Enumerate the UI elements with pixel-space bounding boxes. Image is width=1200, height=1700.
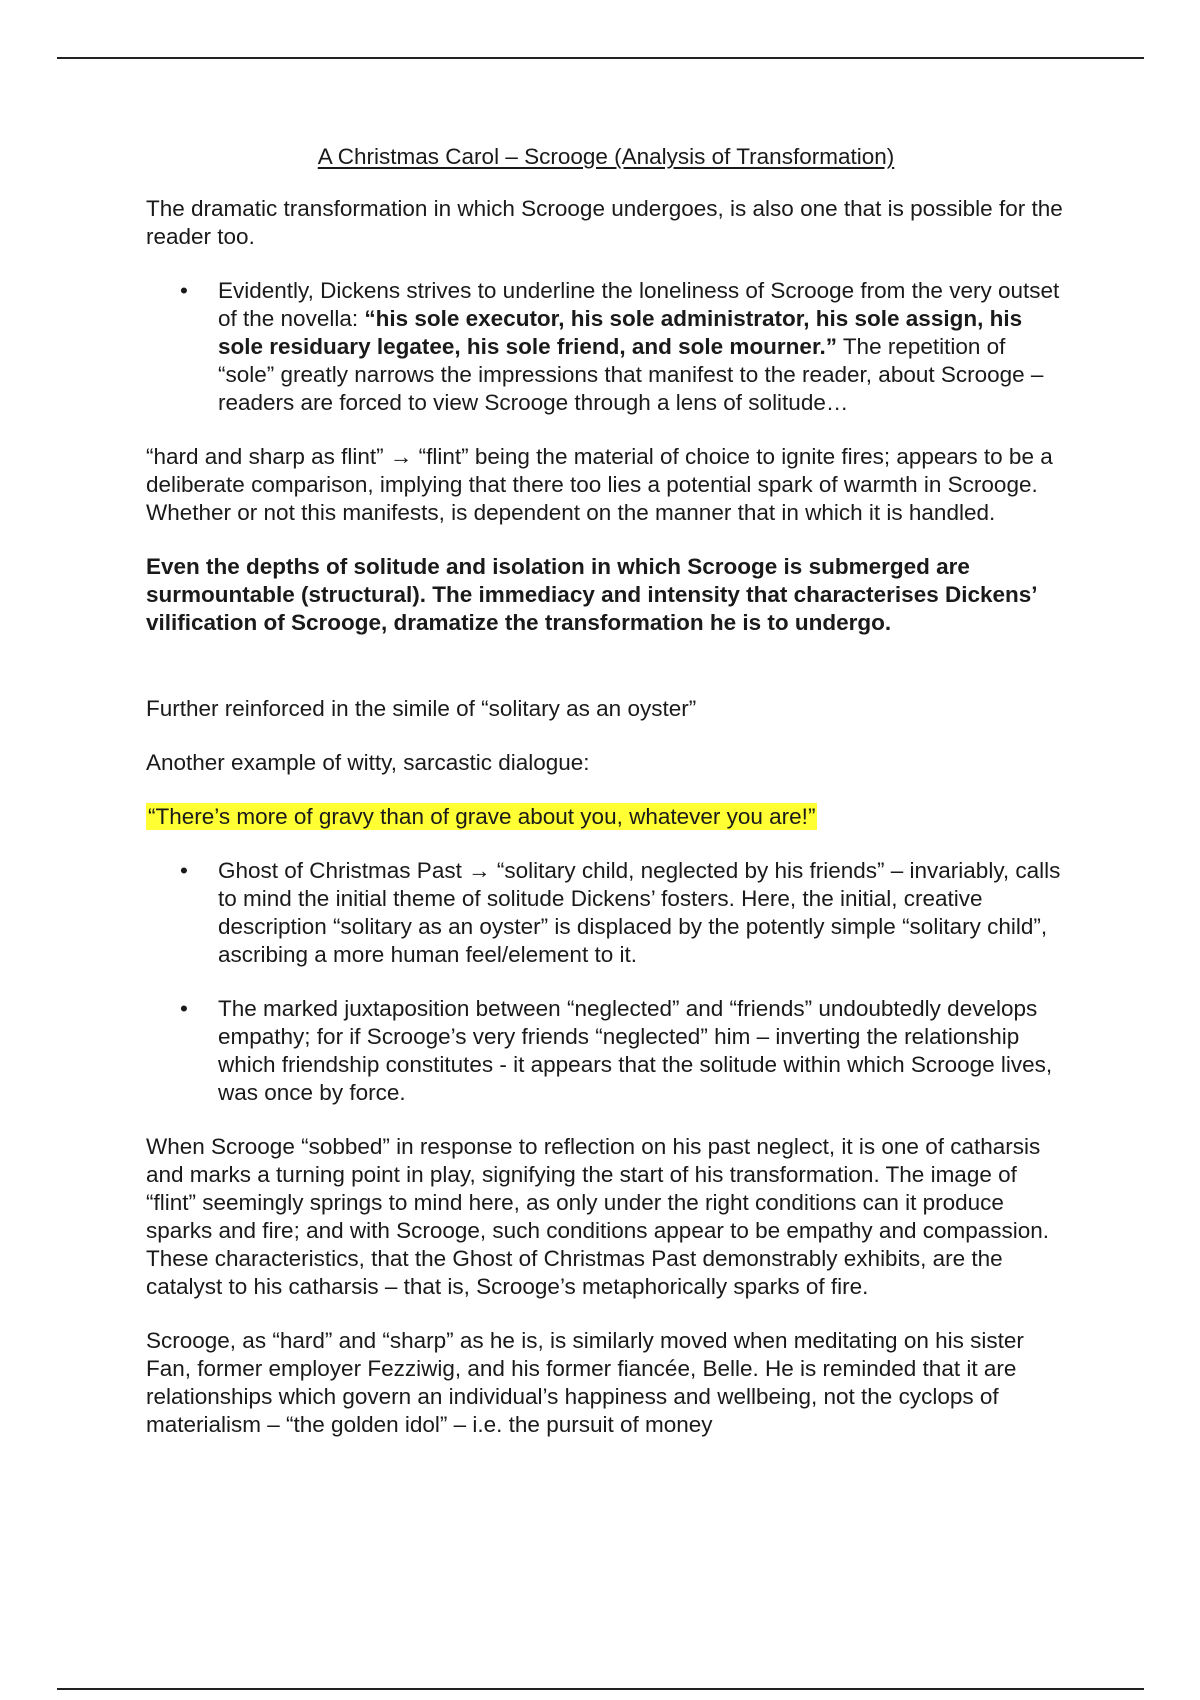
bullet-dot: •	[180, 278, 188, 303]
highlighted-quote: “There’s more of gravy than of grave about you, whatever you are!”	[148, 804, 816, 829]
bullet-list-2	[146, 857, 1066, 1107]
bullet-dot: •	[180, 858, 188, 883]
bullet-item-ghost	[180, 857, 1066, 969]
final-paragraph: Scrooge, as “hard” and “sharp” as he is, is similarly moved when meditating on his sister Fan, former employer Fezziwig, and his former fiancée, Belle. He is reminded that it are relationships which govern an individual’s happiness and wellbeing, not the cyclops of materialism – “the golden idol” – i.e. the pursuit of money	[146, 1328, 1024, 1437]
bullet-text-post: The repetition of “sole” greatly narrows the impressions that manifest to the reader, about Scrooge – readers are forced to view Scrooge through a lens of solitude…	[218, 334, 1044, 415]
document-body	[146, 143, 1066, 1465]
bullet-item-loneliness	[180, 277, 1066, 417]
bullet-text: Ghost of Christmas Past → “solitary child, neglected by his friends” – invariably, calls to mind the initial theme of solitude Dickens’ fosters. Here, the initial, creative description “solitary as an oyster” is displaced by the potently simple “solitary child”, ascribing a more human feel/element to it.	[218, 858, 1061, 967]
bullet-list-1	[146, 277, 1066, 417]
flint-paragraph: “hard and sharp as flint” → “flint” being the material of choice to ignite fires; appears to be a deliberate comparison, implying that there too lies a potential spark of warmth in Scrooge. Whether or not this manifests, is dependent on the manner that in which it is handled.	[146, 444, 1053, 525]
bold-paragraph: Even the depths of solitude and isolation in which Scrooge is submerged are surmountable (structural). The immediacy and intensity that characterises Dickens’ vilification of Scrooge, dramatize the transformation he is to undergo.	[146, 554, 1037, 635]
bullet-item-juxtaposition	[180, 995, 1066, 1107]
sobbed-paragraph: When Scrooge “sobbed” in response to reflection on his past neglect, it is one of catharsis and marks a turning point in play, signifying the start of his transformation. The image of “flint” seemingly springs to mind here, as only under the right conditions can it produce sparks and fire; and with Scrooge, such conditions appear to be empathy and compassion. These characteristics, that the Ghost of Christmas Past demonstrably exhibits, are the catalyst to his catharsis – that is, Scrooge’s metaphorically sparks of fire.	[146, 1134, 1050, 1299]
witty-line: Another example of witty, sarcastic dialogue:	[146, 750, 590, 775]
bottom-rule	[57, 1688, 1144, 1690]
bullet-dot: •	[180, 996, 188, 1021]
highlight-quote-line	[146, 803, 1066, 831]
bullet-text-pre: Evidently, Dickens strives to underline the loneliness of Scrooge from the very outset of the novella:	[218, 278, 1060, 331]
top-rule	[57, 57, 1144, 59]
intro-paragraph: The dramatic transformation in which Scrooge undergoes, is also one that is possible for the reader too.	[146, 196, 1063, 249]
oyster-line: Further reinforced in the simile of “solitary as an oyster”	[146, 696, 697, 721]
document-title: A Christmas Carol – Scrooge (Analysis of Transformation)	[317, 144, 895, 169]
sole-quote: “his sole executor, his sole administrator, his sole assign, his sole residuary legatee, his sole friend, and sole mourner.”	[218, 306, 1023, 359]
bullet-text: The marked juxtaposition between “neglected” and “friends” undoubtedly develops empathy; for if Scrooge’s very friends “neglected” him – inverting the relationship which friendship constitutes - it appears that the solitude within which Scrooge lives, was once by force.	[218, 996, 1053, 1105]
